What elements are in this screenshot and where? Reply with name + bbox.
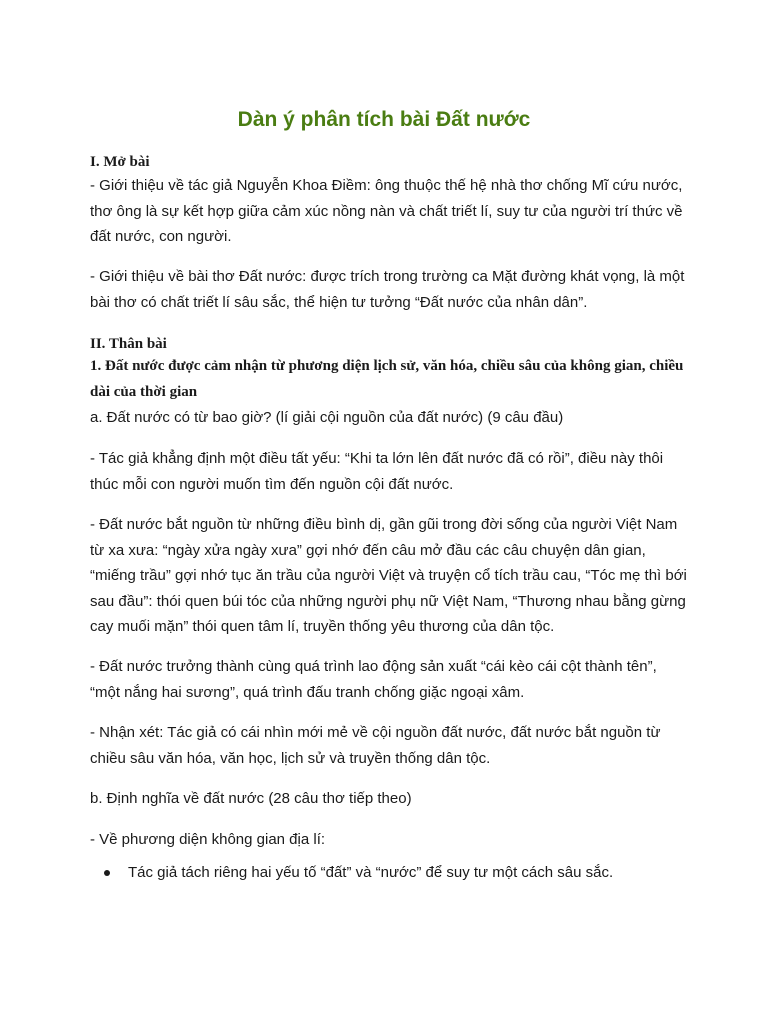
- point-b-title: b. Định nghĩa về đất nước (28 câu thơ tiếp theo): [90, 790, 412, 807]
- section-heading-than-bai: II. Thân bài: [90, 336, 167, 352]
- section-heading-mo-bai: I. Mở bài: [90, 154, 150, 170]
- paragraph-a-1: - Tác giả khẳng định một điều tất yếu: “Khi ta lớn lên đất nước đã có rồi”, điều này thôi thúc mỗi con người muốn tìm đến nguồn cội đất nước.: [90, 450, 664, 493]
- paragraph-b-1: - Về phương diện không gian địa lí:: [90, 831, 326, 848]
- paragraph-poem-intro: - Giới thiệu về bài thơ Đất nước: được trích trong trường ca Mặt đường khát vọng, là một bài thơ có chất triết lí sâu sắc, thể hiện tư tưởng “Đất nước của nhân dân”.: [90, 268, 685, 311]
- document-title: Dàn ý phân tích bài Đất nước: [237, 108, 531, 131]
- paragraph-a-3: - Đất nước trưởng thành cùng quá trình lao động sản xuất “cái kèo cái cột thành tên”, “một nắng hai sương”, quá trình đấu tranh chống giặc ngoại xâm.: [90, 658, 657, 701]
- list-item-text: Tác giả tách riêng hai yếu tố “đất” và “nước” để suy tư một cách sâu sắc.: [128, 864, 614, 881]
- paragraph-author-intro: - Giới thiệu về tác giả Nguyễn Khoa Điềm: ông thuộc thế hệ nhà thơ chống Mĩ cứu nước, thơ ông là sự kết hợp giữa cảm xúc nồng nàn và chất triết lí, suy tư của người trí thức về đất nước, con người.: [90, 177, 683, 245]
- paragraph-a-4: - Nhận xét: Tác giả có cái nhìn mới mẻ về cội nguồn đất nước, đất nước bắt nguồn từ chiều sâu văn hóa, văn học, lịch sử và truyền thống dân tộc.: [90, 724, 661, 767]
- bullet-icon: [104, 870, 110, 876]
- point-a-title: a. Đất nước có từ bao giờ? (lí giải cội nguồn của đất nước) (9 câu đầu): [90, 409, 564, 426]
- subsection-heading-1: 1. Đất nước được cảm nhận từ phương diện lịch sử, văn hóa, chiều sâu của không gian, chiều dài của thời gian: [90, 358, 684, 400]
- paragraph-a-2: - Đất nước bắt nguồn từ những điều bình dị, gần gũi trong đời sống của người Việt Nam từ xa xưa: “ngày xửa ngày xưa” gợi nhớ đến câu mở đầu các câu chuyện dân gian, “miếng trầu” gợi nhớ tục ăn trầu của người Việt và truyện cổ tích trầu cau, “Tóc mẹ thì bới sau đầu”: thói quen búi tóc của những người phụ nữ Việt Nam, “Thương nhau bằng gừng cay muối mặn” thói quen tâm lí, truyền thống yêu thương của dân tộc.: [90, 516, 687, 635]
